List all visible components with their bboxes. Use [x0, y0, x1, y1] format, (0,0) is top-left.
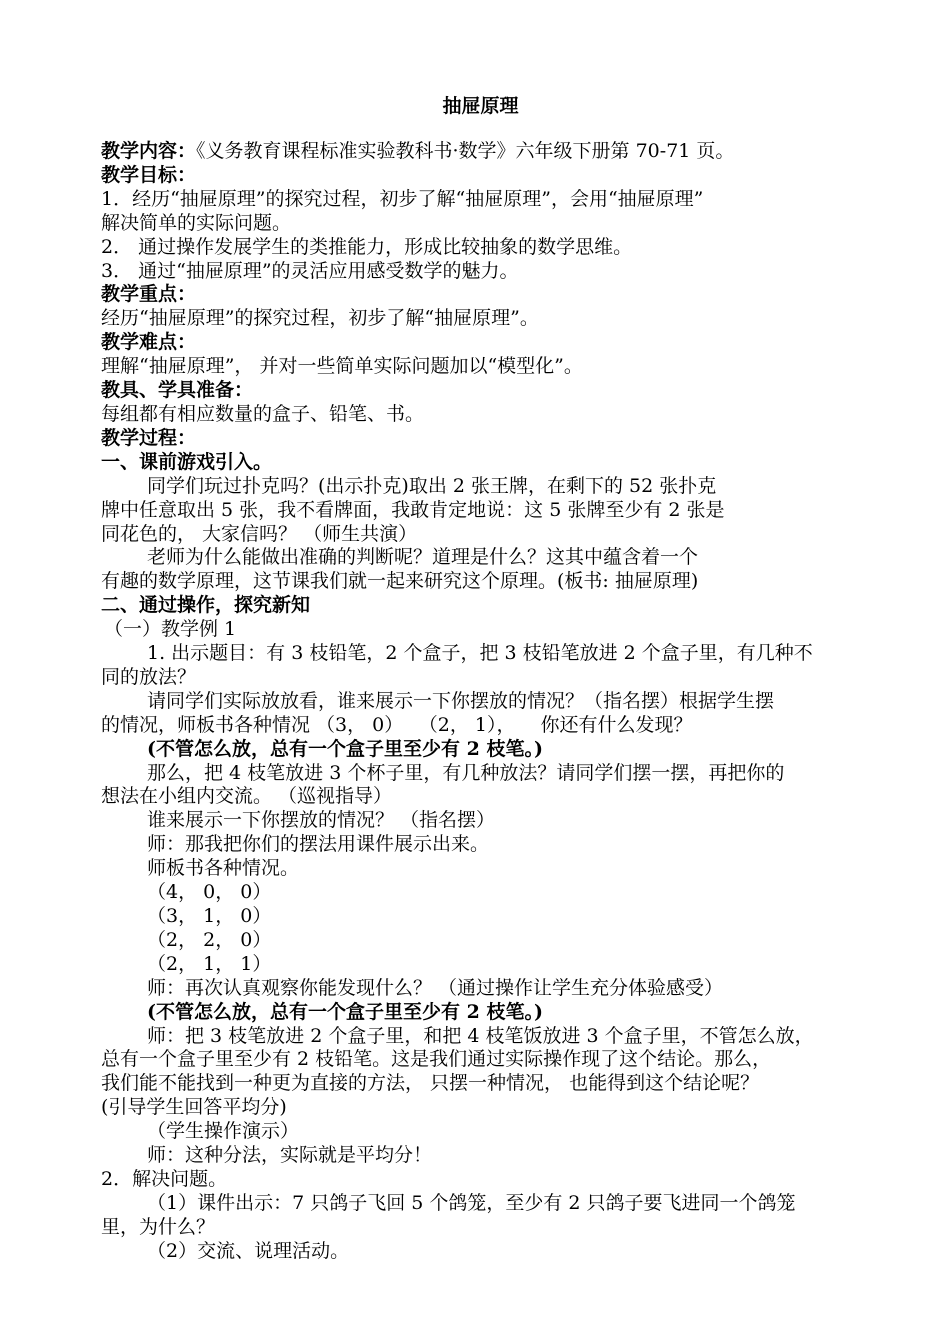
paragraph-line: 有趣的数学原理，这节课我们就一起来研究这个原理。(板书: 抽屉原理)	[101, 570, 699, 593]
paragraph-line: 师：把 3 枝笔放进 2 个盒子里，和把 4 枝笔饭放进 3 个盒子里，不管怎么放，	[147, 1024, 814, 1047]
content-text: 《义务教育课程标准实验教科书·数学》六年级下册第 70-71 页。	[196, 140, 735, 162]
example-title: （一）教学例 1	[104, 618, 237, 641]
section2-title: 二、通过操作，探究新知	[101, 594, 311, 617]
paragraph-line: 同花色的， 大家信吗？ （师生共演）	[101, 522, 418, 545]
paragraph-line: 想法在小组内交流。 （巡视指导）	[101, 785, 393, 808]
goals-label: 教学目标：	[101, 163, 197, 186]
paragraph-line: 总有一个盒子里至少有 2 枝铅笔。这是我们通过实际操作现了这个结论。那么，	[101, 1048, 772, 1071]
case-line: （4， 0， 0）	[147, 881, 272, 904]
paragraph-line: 师板书各种情况。	[147, 857, 300, 880]
section1-title: 一、课前游戏引入。	[101, 450, 273, 473]
paragraph-line: 老师为什么能做出准确的判断呢？道理是什么？这其中蕴含着一个	[147, 546, 699, 569]
case-line: （2， 2， 0）	[147, 928, 272, 951]
page-title: 抽屉原理	[442, 95, 519, 117]
goal-line: 解决简单的实际问题。	[101, 211, 292, 234]
paragraph-line: 同的放法？	[101, 665, 197, 688]
paragraph-line: （学生操作演示）	[147, 1120, 300, 1143]
paragraph-line: 请同学们实际放放看，谁来展示一下你摆放的情况？（指名摆）根据学生摆	[147, 689, 775, 712]
paragraph-line: 里，为什么？	[101, 1215, 216, 1238]
difficulty-label: 教学难点：	[101, 331, 197, 354]
tools-text: 每组都有相应数量的盒子、铅笔、书。	[101, 402, 425, 425]
case-line: （3， 1， 0）	[147, 905, 272, 927]
paragraph-line: 那么，把 4 枝笔放进 3 个杯子里，有几种放法？请同学们摆一摆，再把你的	[147, 761, 785, 784]
paragraph-line: 师：那我把你们的摆法用课件展示出来。	[147, 833, 490, 856]
paragraph-line: 的情况，师板书各种情况 （3， 0） （2， 1）， 你还有什么发现？	[101, 713, 693, 736]
tools-label: 教具、学具准备：	[101, 379, 254, 402]
case-line: （2， 1， 1）	[147, 952, 272, 975]
goal-line: 2． 通过操作发展学生的类推能力，形成比较抽象的数学思维。	[101, 235, 633, 258]
teaching-content	[101, 140, 860, 164]
paragraph-line: 同学们玩过扑克吗？(出示扑克)取出 2 张王牌，在剩下的 52 张扑克	[147, 474, 717, 497]
paragraph-line: 我们能不能找到一种更为直接的方法， 只摆一种情况， 也能得到这个结论呢？	[101, 1072, 760, 1095]
process-label: 教学过程：	[101, 426, 197, 449]
paragraph-line: （1）课件出示：7 只鸽子飞回 5 个鸽笼，至少有 2 只鸽子要飞进同一个鸽笼	[147, 1191, 796, 1214]
paragraph-line: （2）交流、说理活动。	[147, 1239, 350, 1262]
paragraph-line: 1. 出示题目：有 3 枝铅笔，2 个盒子，把 3 枝铅笔放进 2 个盒子里，有几种不	[147, 642, 813, 665]
conclusion-line: (不管怎么放，总有一个盒子里至少有 2 枝笔。)	[147, 1000, 543, 1023]
key-text: 经历“抽屉原理”的探究过程，初步了解“抽屉原理”。	[101, 307, 539, 330]
paragraph-line: 谁来展示一下你摆放的情况？ （指名摆）	[147, 809, 496, 832]
goal-line: 1．经历“抽屉原理”的探究过程，初步了解“抽屉原理”，会用“抽屉原理”	[101, 187, 704, 210]
paragraph-line: 牌中任意取出 5 张，我不看牌面，我敢肯定地说：这 5 张牌至少有 2 张是	[101, 498, 725, 521]
paragraph-line: 师：再次认真观察你能发现什么？ （通过操作让学生充分体验感受）	[147, 976, 724, 999]
solve-title: 2．解决问题。	[101, 1167, 228, 1190]
goal-line: 3． 通过“抽屉原理”的灵活应用感受数学的魅力。	[101, 259, 519, 282]
paragraph-line: 师：这种分法，实际就是平均分！	[147, 1144, 433, 1167]
difficulty-text: 理解“抽屉原理”， 并对一些简单实际问题加以“模型化”。	[101, 355, 583, 378]
paragraph-line: (引导学生回答平均分)	[101, 1096, 287, 1119]
content-label: 教学内容：	[101, 140, 197, 162]
key-label: 教学重点：	[101, 283, 197, 306]
conclusion-line: (不管怎么放，总有一个盒子里至少有 2 枝笔。)	[147, 737, 543, 760]
